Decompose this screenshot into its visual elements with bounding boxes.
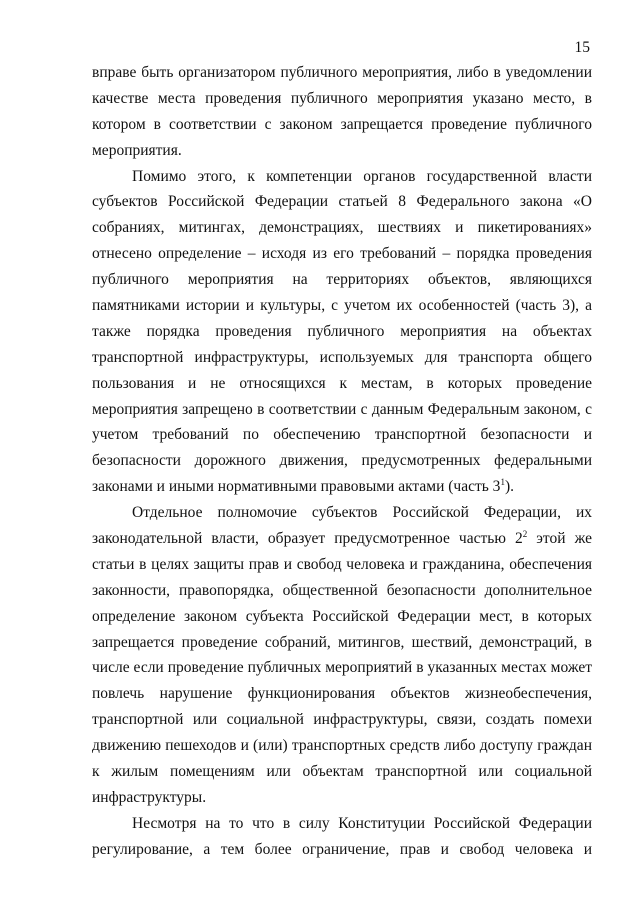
text-fragment: законодательной власти, образует предусмотренное частью 2	[92, 530, 523, 548]
text-line: мероприятия.	[92, 141, 182, 159]
text-line: запрещается проведение собраний, митингов, шествий, демонстраций, в	[92, 633, 592, 651]
text-line: определение законом субъекта Российской Федерации мест, в которых	[92, 607, 592, 625]
body-text	[92, 60, 592, 863]
paragraph	[92, 60, 592, 164]
text-line: регулирование, а тем более ограничение, прав и свобод человека и	[92, 840, 592, 858]
superscript: 1	[500, 477, 505, 488]
text-line: также порядка проведения публичного мероприятия на объектах	[92, 322, 592, 340]
text-line: публичного мероприятия на территориях объектов, являющихся	[92, 271, 592, 289]
text-line: качестве места проведения публичного мероприятия указано место, в	[92, 89, 592, 107]
text-line: числе если проведение публичных мероприятий в указанных местах может	[92, 659, 592, 677]
text-fragment: этой же	[527, 530, 592, 548]
text-line: безопасности дорожного движения, предусмотренных федеральными	[92, 452, 592, 470]
text-line: Отдельное полномочие субъектов Российской Федерации, их	[132, 504, 592, 522]
text-line	[92, 474, 592, 500]
text-line: статьи в целях защиты прав и свобод человека и гражданина, обеспечения	[92, 555, 592, 573]
text-fragment: законами и иными нормативными правовыми актами (часть 3	[92, 478, 501, 496]
text-fragment: ).	[504, 478, 514, 496]
text-line: мероприятия запрещено в соответствии с данным Федеральным законом, с	[92, 400, 592, 418]
text-line: учетом требований по обеспечению транспортной безопасности и	[92, 426, 592, 444]
text-line: Несмотря на то что в силу Конституции Российской Федерации	[132, 814, 592, 832]
text-line: памятниками истории и культуры, с учетом их особенностей (часть 3), а	[92, 297, 592, 315]
paragraph	[92, 164, 592, 501]
text-line	[92, 526, 592, 552]
text-line: субъектов Российской Федерации статьей 8 Федерального закона «О	[92, 193, 592, 211]
text-line: котором в соответствии с законом запрещается проведение публичного	[92, 115, 592, 133]
text-line: инфраструктуры.	[92, 788, 207, 806]
superscript: 2	[522, 529, 528, 540]
text-line: законности, правопорядка, общественной безопасности дополнительное	[92, 581, 592, 599]
text-line: движению пешеходов и (или) транспортных средств либо доступу граждан	[92, 737, 592, 755]
text-line: собраниях, митингах, демонстрациях, шествиях и пикетированиях»	[92, 219, 592, 237]
text-line: Помимо этого, к компетенции органов государственной власти	[132, 167, 592, 185]
paragraph	[92, 811, 592, 863]
paragraph	[92, 500, 592, 811]
text-line: пользования и не относящихся к местам, в которых проведение	[92, 374, 592, 392]
text-line: к жилым помещениям или объектам транспортной или социальной	[92, 763, 592, 781]
text-line: отнесено определение – исходя из его требований – порядка проведения	[92, 245, 592, 263]
text-line: транспортной или социальной инфраструктуры, связи, создать помехи	[92, 711, 592, 729]
text-line: транспортной инфраструктуры, используемых для транспорта общего	[92, 348, 592, 366]
text-line: повлечь нарушение функционирования объектов жизнеобеспечения,	[92, 685, 592, 703]
text-line: вправе быть организатором публичного мероприятия, либо в уведомлении	[92, 64, 592, 81]
page-number: 15	[574, 39, 590, 56]
